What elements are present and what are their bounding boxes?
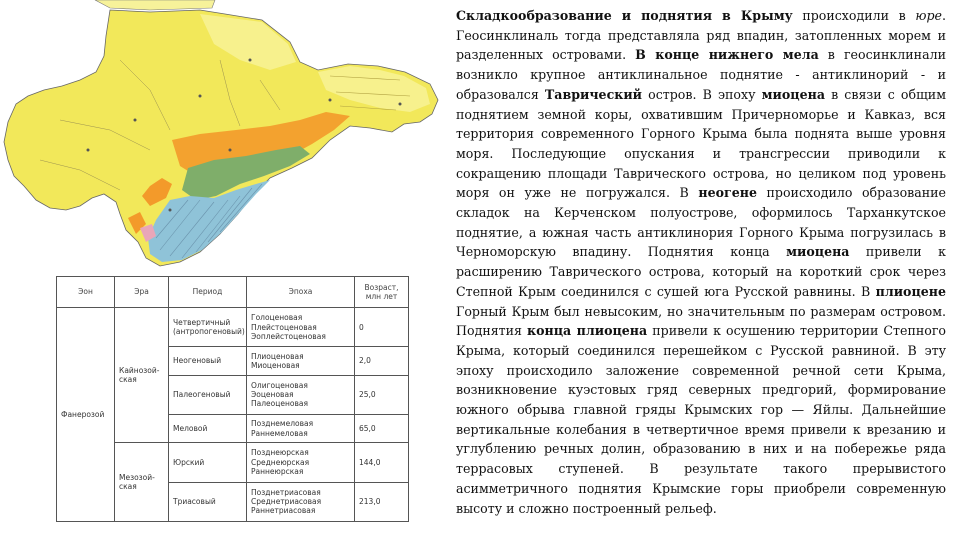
epoch-cell: Позднемеловая Раннемеловая [247, 414, 355, 442]
epoch-cell: Олигоценовая Эоценовая Палеоценовая [247, 375, 355, 414]
text-span: Горный Крым был невысоким, но значительным по размерам островом. Поднятия [456, 303, 946, 339]
text-span: привели к расширению Таврического острова, который на короткий срок через Степной Крым соединился с сушей юга Русской равнины. В [456, 244, 947, 299]
age-cell: 2,0 [355, 347, 409, 375]
header-epoch: Эпоха [247, 277, 355, 308]
age-cell: 0 [355, 308, 409, 347]
era-cell-mesozoic: Мезозой-ская [115, 443, 169, 522]
text-span: в геосинклинали возникло крупное антиклинальное поднятие - антиклинорий - и образовался [456, 47, 946, 102]
period-cell: Четвертичный (антропогеновый) [169, 308, 247, 347]
epoch-cell: Позднеюрская Среднеюрская Раннеюрская [247, 443, 355, 482]
text-italic: юре [915, 8, 942, 23]
text-bold: неогене [698, 185, 757, 201]
text-bold: миоцена [761, 86, 825, 102]
table-header-row [57, 277, 409, 308]
epoch-cell: Плиоценовая Миоценовая [247, 347, 355, 375]
period-cell: Палеогеновый [169, 375, 247, 414]
text-bold: миоцена [786, 244, 850, 260]
geology-text [456, 6, 946, 518]
header-period: Период [169, 277, 247, 308]
epoch-cell: Позднетриасовая Среднетриасовая Раннетриасовая [247, 482, 355, 521]
period-cell: Меловой [169, 414, 247, 442]
text-span: привели к осушению территории Степного Крыма, который соединился перешейком с Русской равниной. В эту эпоху происходило заложение современной речной сети Крыма, возникновение куэстовых гряд северных предгорий, формирование южного обрыва главной гряды Крымских гор — Яйлы. Дальнейшие вертикальные колебания в четвертичное время привели к врезанию и углублению речных долин, образованию в них и на побережье ряда террасовых ступеней. В результате такого прерывистого асимметричного поднятия Крымские горы приобрели современную высоту и сложно построенный рельеф. [456, 323, 947, 516]
header-era: Эра [115, 277, 169, 308]
text-span: происходило образование складок на Керченском полуострове, оформилось Тарханкутское поднятие, а южная часть антиклинория Горного Крыма погрузилась в Черноморскую впадину. Поднятия конца [456, 185, 946, 260]
header-age: Возраст, млн лет [355, 277, 409, 308]
period-cell: Неогеновый [169, 347, 247, 375]
header-eon: Эон [57, 277, 115, 308]
epoch-cell: Голоценовая Плейстоценовая Эоплейстоценовая [247, 308, 355, 347]
age-cell: 144,0 [355, 443, 409, 482]
text-bold: Таврический [544, 86, 643, 102]
text-span: . Геосинклиналь тогда представляла ряд впадин, затопленных морем и разделенных островами. [456, 8, 946, 63]
text-bold: конца плиоцена [527, 323, 648, 339]
age-cell: 65,0 [355, 414, 409, 442]
period-cell: Триасовый [169, 482, 247, 521]
crimea-geological-map [0, 0, 445, 272]
age-cell: 25,0 [355, 375, 409, 414]
age-cell: 213,0 [355, 482, 409, 521]
geochronology-table [56, 276, 409, 522]
table-row [57, 308, 409, 347]
text-span: происходили в [792, 8, 916, 23]
eon-cell: Фанерозой [57, 308, 115, 522]
era-cell-cenozoic: Кайнозой-ская [115, 308, 169, 443]
period-cell: Юрский [169, 443, 247, 482]
text-bold: В конце нижнего мела [635, 47, 819, 63]
text-bold: плиоцене [875, 283, 946, 299]
text-span: остров. В эпоху [642, 86, 762, 102]
text-bold: Складкообразование и поднятия в Крыму [456, 8, 793, 23]
text-span: в связи с общим поднятием земной коры, охватившим Причерноморье и Кавказ, вся территория современного Горного Крыма была поднята выше уровня моря. Последующие опускания и трансгрессии приводили к сокращению площади Таврического острова, но целиком под уровень моря он уже не погружался. В [456, 86, 946, 201]
